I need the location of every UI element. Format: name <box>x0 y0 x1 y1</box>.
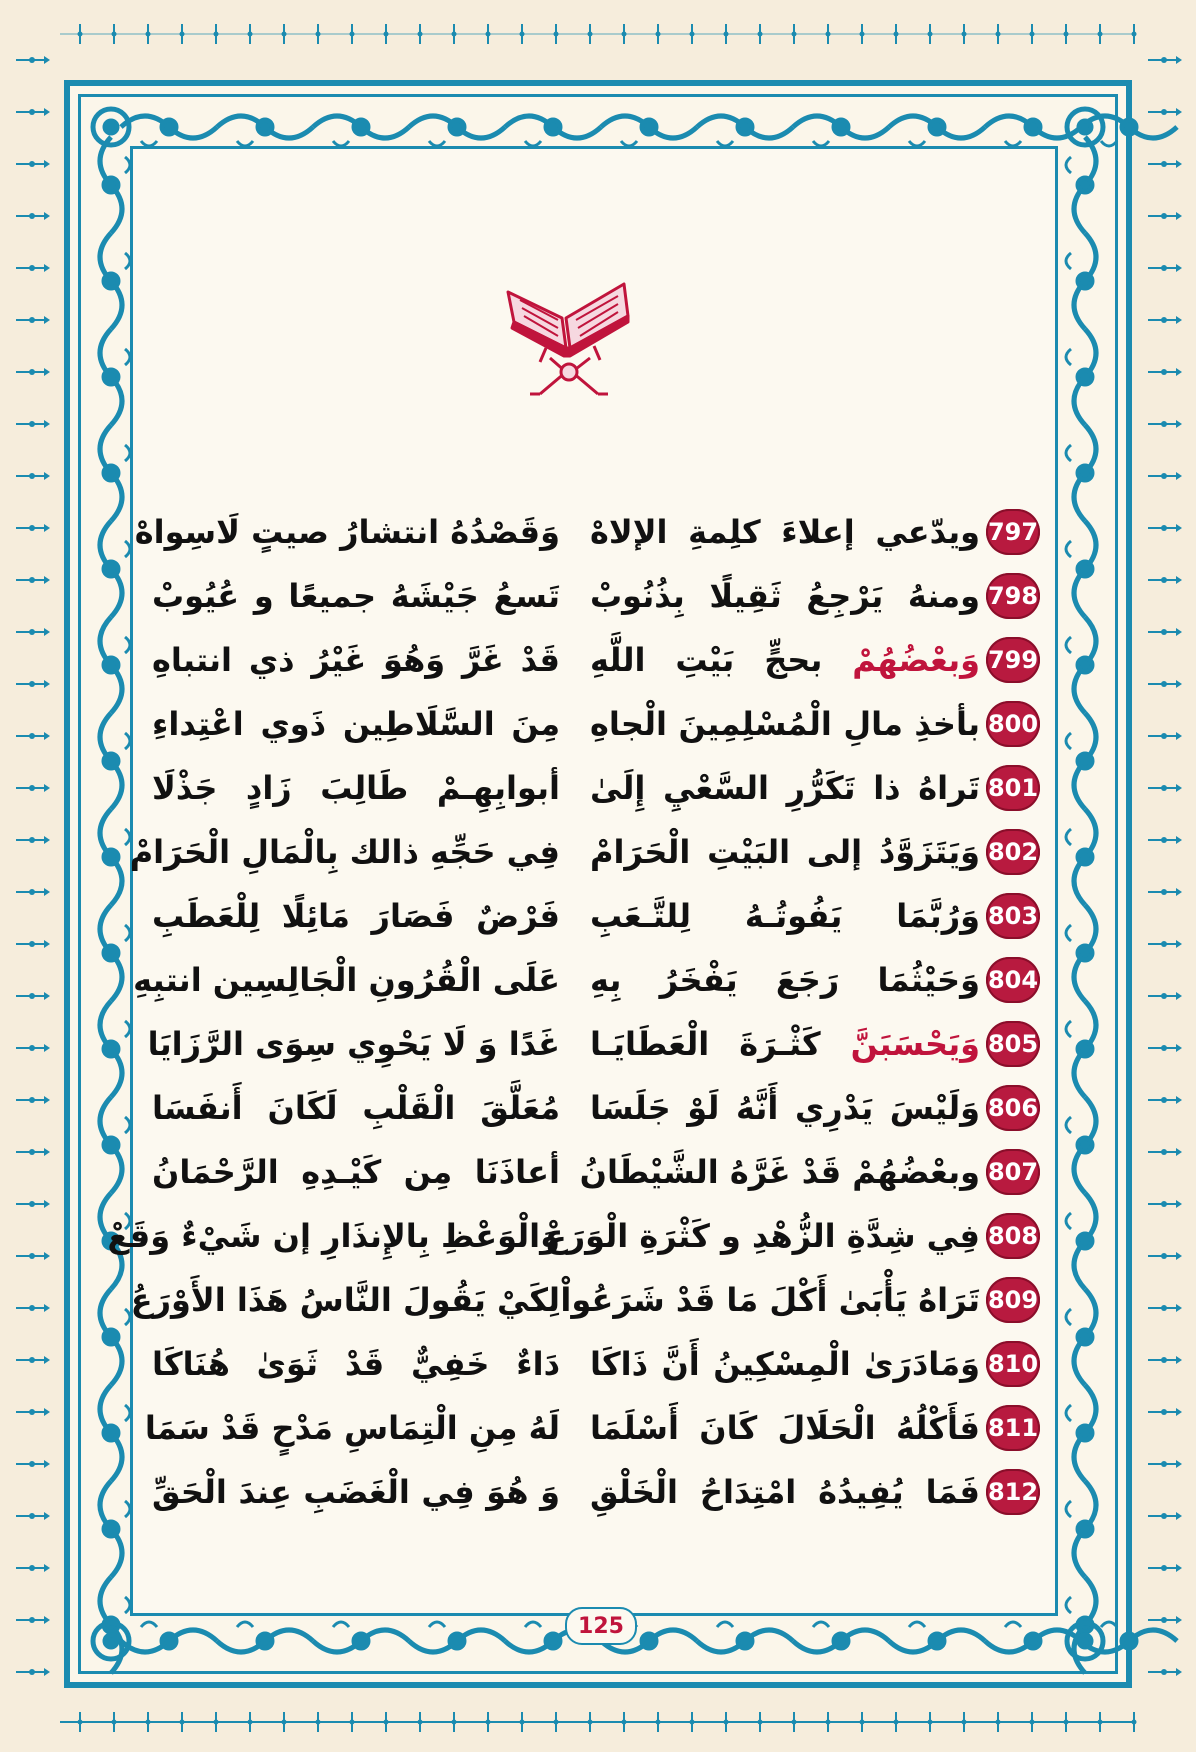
first-hemistich: فَأَكْلُهُ الْحَلَالَ كَانَ أَسْلَمَا <box>590 1409 980 1447</box>
first-hemistich: ويدّعي إعلاءَ كلِمةِ الإلاهْ <box>590 513 980 551</box>
verse-number-badge: 812 <box>986 1469 1040 1515</box>
verse-number-badge: 806 <box>986 1085 1040 1131</box>
verse-number-badge: 802 <box>986 829 1040 875</box>
verse-row <box>152 1332 1040 1396</box>
top-tick-ornaments <box>60 14 1136 54</box>
second-hemistich: فَرْضٌ فَصَارَ مَائِلًا لِلْعَطَبِ <box>152 897 560 935</box>
verse-number-badge: 798 <box>986 573 1040 619</box>
highlighted-word: وَيَحْسَبَنَّ <box>850 1025 980 1063</box>
right-tick-ornaments <box>1144 40 1184 1720</box>
verse-number-badge: 810 <box>986 1341 1040 1387</box>
first-hemistich: فَمَا يُفِيدُهُ امْتِدَاحُ الْخَلْقِ <box>590 1473 980 1511</box>
highlighted-word: وَبعْضُهُمْ <box>852 641 981 679</box>
verse-row <box>152 756 1040 820</box>
second-hemistich: فِي حَجِّهِ ذالك بِالْمَالِ الْحَرَامْ <box>129 833 560 871</box>
second-hemistich: دَاءٌ خَفِيٌّ قَدْ ثَوَىٰ هُنَاكَا <box>152 1345 560 1383</box>
first-hemistich: وَمَادَرَىٰ الْمِسْكِينُ أَنَّ ذَاكَا <box>590 1345 980 1383</box>
first-hemistich: ومنهُ يَرْجِعُ ثَقِيلًا بِذُنُوبْ <box>590 577 980 615</box>
verse-number-badge: 799 <box>986 637 1040 683</box>
second-hemistich: مُعَلَّقَ الْقَلْبِ لَكَانَ أَنفَسَا <box>152 1089 560 1127</box>
first-hemistich: فِي شِدَّةِ الزُّهْدِ و كَثْرَةِ الْوَرَعْ <box>544 1217 980 1255</box>
first-hemistich: وبعْضُهُمْ قَدْ غَرَّهُ الشَّيْطَانُ <box>579 1153 980 1191</box>
verse-number-badge: 801 <box>986 765 1040 811</box>
left-tick-ornaments <box>12 40 52 1720</box>
second-hemistich: لَهُ مِنِ الْتِمَاسِ مَدْحٍ قَدْ سَمَا <box>144 1409 560 1447</box>
second-hemistich: تَسعُ جَيْشَهُ جميعًا و عُيُوبْ <box>152 577 560 615</box>
verse-number-badge: 800 <box>986 701 1040 747</box>
verse-number-badge: 807 <box>986 1149 1040 1195</box>
verse-row <box>152 628 1040 692</box>
first-hemistich <box>590 1018 980 1070</box>
verse-row <box>152 884 1040 948</box>
second-hemistich: أبوابِهِـمْ طَالِبَ زَادٍ جَذْلَا <box>152 769 560 807</box>
verse-number-badge: 808 <box>986 1213 1040 1259</box>
verse-number-badge: 811 <box>986 1405 1040 1451</box>
verse-row <box>133 948 1040 1012</box>
verse-row <box>152 564 1040 628</box>
page-number: 125 <box>565 1607 637 1645</box>
verse-number-badge: 797 <box>986 509 1040 555</box>
verse-row <box>144 1396 1040 1460</box>
verse-number-badge: 803 <box>986 893 1040 939</box>
first-hemistich: تَراهُ ذا تَكَرُّرِ السَّعْيِ إِلَىٰ <box>590 769 980 807</box>
first-hemistich <box>590 634 980 686</box>
verse-row <box>134 500 1040 564</box>
verse-number-badge: 809 <box>986 1277 1040 1323</box>
first-hemistich: تَرَاهُ يَأْبَىٰ أَكْلَ مَا قَدْ شَرَعُواْ <box>560 1281 980 1319</box>
verse-number-badge: 805 <box>986 1021 1040 1067</box>
first-hemistich-rest: بحجٍّ بَيْتِ اللَّهِ <box>590 641 823 679</box>
second-hemistich: غَدًا وَ لَا يَحْوِي سِوَى الرَّزَايَا <box>147 1025 560 1063</box>
first-hemistich: وَرُبَّمَا يَفُوتُـهُ لِلتَّـعَبِ <box>590 897 980 935</box>
verse-row <box>152 1460 1040 1524</box>
first-hemistich: وَلَيْسَ يَدْرِي أَنَّهُ لَوْ جَلَسَا <box>590 1089 980 1127</box>
second-hemistich: وَ هُوَ فِي الْغَضَبِ عِندَ الْحَقِّ <box>152 1473 560 1511</box>
bottom-tick-ornaments <box>60 1702 1136 1742</box>
verse-row <box>130 1268 1040 1332</box>
second-hemistich: مِنَ السَّلَاطِين ذَوي اعْتِداءِ <box>152 705 560 743</box>
verse-row <box>129 820 1040 884</box>
verse-row <box>152 1076 1040 1140</box>
second-hemistich: عَلَى الْقُرُونِ الْجَالِسِين انتبِهِ <box>133 961 560 999</box>
verse-row <box>152 692 1040 756</box>
first-hemistich-rest: كَثْـرَةَ الْعَطَايَـا <box>590 1025 821 1063</box>
verse-row <box>152 1140 1040 1204</box>
bleed-through <box>172 198 1052 228</box>
quran-on-stand-icon <box>500 270 640 400</box>
first-hemistich: بأخذِ مالِ الْمُسْلِمِينَ الْجاهِ <box>590 705 980 743</box>
second-hemistich: وَالْوَعْظِ بِالإِنذَارِ إن شَيْءٌ وَقَعْ <box>107 1217 560 1255</box>
second-hemistich: لِكَيْ يَقُولَ النَّاسُ هَذَا الأَوْرَعُ <box>130 1281 560 1319</box>
verse-number-badge: 804 <box>986 957 1040 1003</box>
verse-row <box>147 1012 1040 1076</box>
first-hemistich: وَيَتَزَوَّدُ إلى البَيْتِ الْحَرَامْ <box>590 833 980 871</box>
first-hemistich: وَحَيْثُمَا رَجَعَ يَفْخَرُ بِهِ <box>590 961 980 999</box>
verse-row <box>107 1204 1040 1268</box>
second-hemistich: وَقَصْدُهُ انتشارُ صيتٍ لَاسِواهْ <box>134 513 560 551</box>
second-hemistich: أعاذَنَا مِن كَيْـدِهِ الرَّحْمَانُ <box>152 1153 560 1191</box>
second-hemistich: قَدْ غَرَّ وَهُوَ غَيْرُ ذي انتباهِ <box>152 641 560 679</box>
